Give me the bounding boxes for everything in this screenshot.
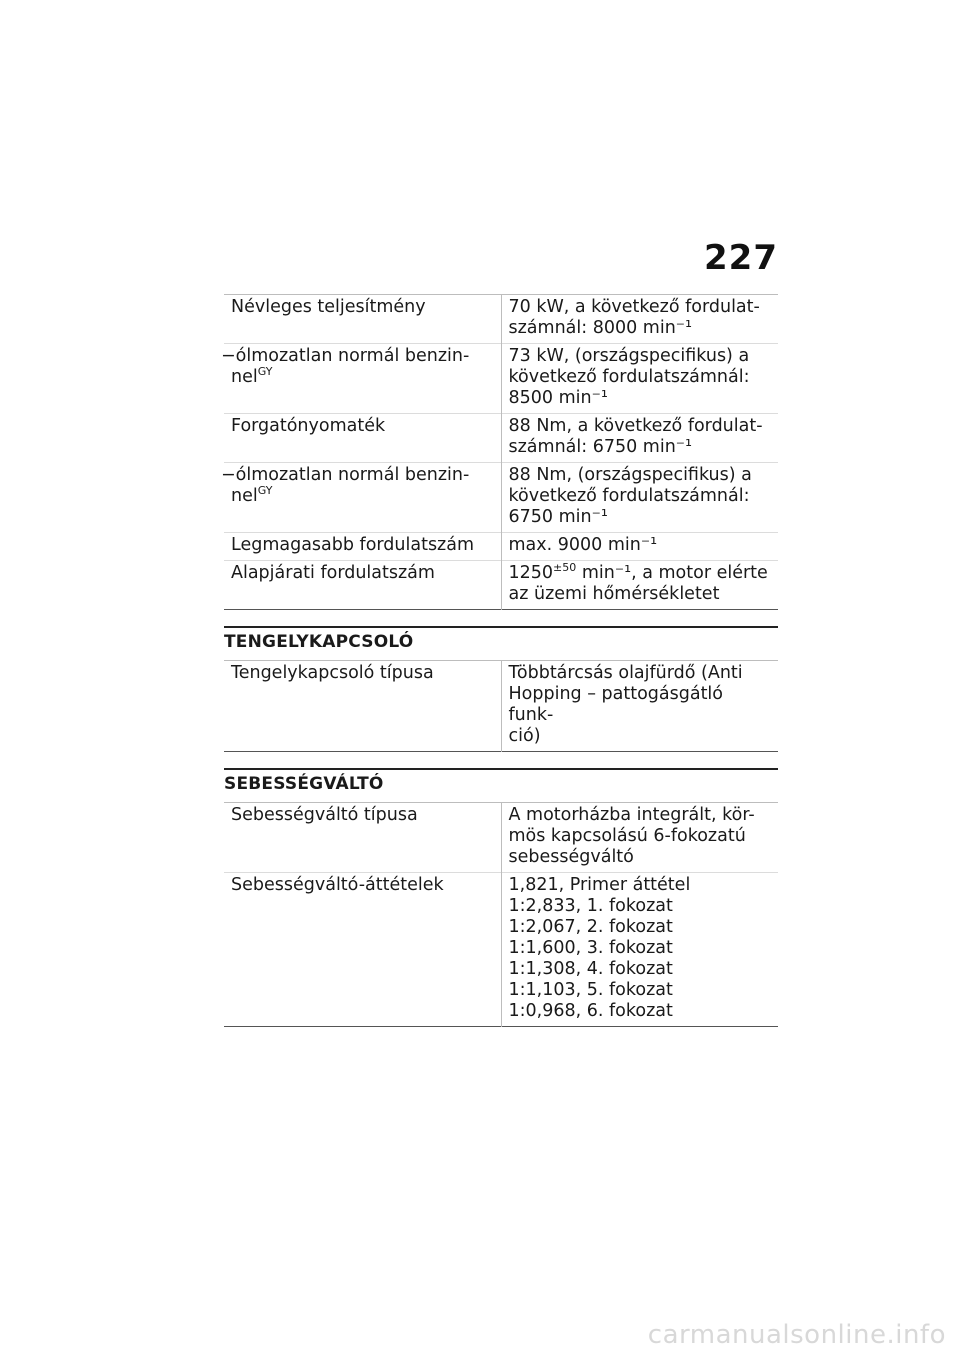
value-line: max. 9000 min⁻¹ — [508, 535, 658, 555]
spec-label: Sebességváltó-áttételek — [231, 875, 444, 895]
spec-value — [501, 344, 778, 414]
value-line: sebességváltó — [508, 847, 634, 867]
value-line: ció) — [508, 726, 541, 746]
spec-value — [501, 561, 778, 610]
table-row — [224, 873, 778, 1027]
spec-label: Legmagasabb fordulatszám — [231, 535, 475, 555]
clutch-spec-table — [224, 660, 778, 752]
spec-content — [221, 294, 778, 1027]
gearbox-spec-table — [224, 802, 778, 1027]
value-line: 1:1,103, 5. fokozat — [508, 980, 673, 1000]
value-line: Többtárcsás olajfürdő (Anti — [508, 663, 743, 683]
engine-spec-table — [221, 294, 778, 610]
gearbox-section-title: SEBESSÉGVÁLTÓ — [224, 768, 778, 802]
value-line: 88 Nm, (országspecifikus) a — [508, 465, 752, 485]
table-row — [224, 803, 778, 873]
value-text: min⁻¹, a motor elérte — [576, 563, 768, 583]
clutch-section-title: TENGELYKAPCSOLÓ — [224, 626, 778, 660]
country-code-superscript: GY — [257, 365, 273, 379]
spec-value — [501, 533, 778, 561]
value-line: 1:0,968, 6. fokozat — [508, 1001, 673, 1021]
country-code-superscript: GY — [257, 484, 273, 498]
value-line: 88 Nm, a következő fordulat- — [508, 416, 763, 436]
label-line: nel — [231, 367, 258, 387]
value-line: következő fordulatszámnál: — [508, 367, 750, 387]
value-number: 1250 — [508, 563, 554, 583]
spec-value — [501, 414, 778, 463]
value-line: 70 kW, a következő fordulat- — [508, 297, 760, 317]
spec-label: Névleges teljesítmény — [231, 297, 426, 317]
value-line: az üzemi hőmérsékletet — [508, 584, 720, 604]
value-line: számnál: 8000 min⁻¹ — [508, 318, 693, 338]
value-line: 8500 min⁻¹ — [508, 388, 608, 408]
value-line: 73 kW, (országspecifikus) a — [508, 346, 750, 366]
value-line: 1:1,600, 3. fokozat — [508, 938, 673, 958]
spec-value — [501, 661, 778, 752]
spec-label: Tengelykapcsoló típusa — [231, 663, 434, 683]
value-line: 1:2,067, 2. fokozat — [508, 917, 673, 937]
table-row — [224, 414, 778, 463]
spec-value — [501, 295, 778, 344]
spec-value — [501, 803, 778, 873]
spec-label: Sebességváltó típusa — [231, 805, 418, 825]
table-row — [224, 661, 778, 752]
value-line: Hopping – pattogásgátló funk- — [508, 684, 723, 725]
spec-label: Forgatónyomaték — [231, 416, 386, 436]
spec-value — [501, 873, 778, 1027]
value-line: mös kapcsolású 6-fokozatú — [508, 826, 746, 846]
table-row — [224, 561, 778, 610]
value-line: számnál: 6750 min⁻¹ — [508, 437, 693, 457]
spec-label: Alapjárati fordulatszám — [231, 563, 435, 583]
table-row — [224, 463, 778, 533]
value-line: 1,821, Primer áttétel — [508, 875, 691, 895]
value-line: 6750 min⁻¹ — [508, 507, 608, 527]
label-line: −ólmozatlan normál benzin- — [221, 465, 470, 485]
label-line: −ólmozatlan normál benzin- — [221, 346, 470, 366]
table-row — [224, 295, 778, 344]
spec-label — [221, 463, 501, 533]
value-line: következő fordulatszámnál: — [508, 486, 750, 506]
label-line: nel — [231, 486, 258, 506]
spec-label — [221, 344, 501, 414]
value-line: 1:1,308, 4. fokozat — [508, 959, 673, 979]
watermark: carmanualsonline.info — [647, 1320, 946, 1350]
spec-value — [501, 463, 778, 533]
table-row — [224, 344, 778, 414]
page-number: 227 — [704, 238, 778, 278]
table-row — [224, 533, 778, 561]
tolerance-superscript: ±50 — [553, 561, 577, 575]
value-line: A motorházba integrált, kör- — [508, 805, 755, 825]
value-line: 1:2,833, 1. fokozat — [508, 896, 673, 916]
